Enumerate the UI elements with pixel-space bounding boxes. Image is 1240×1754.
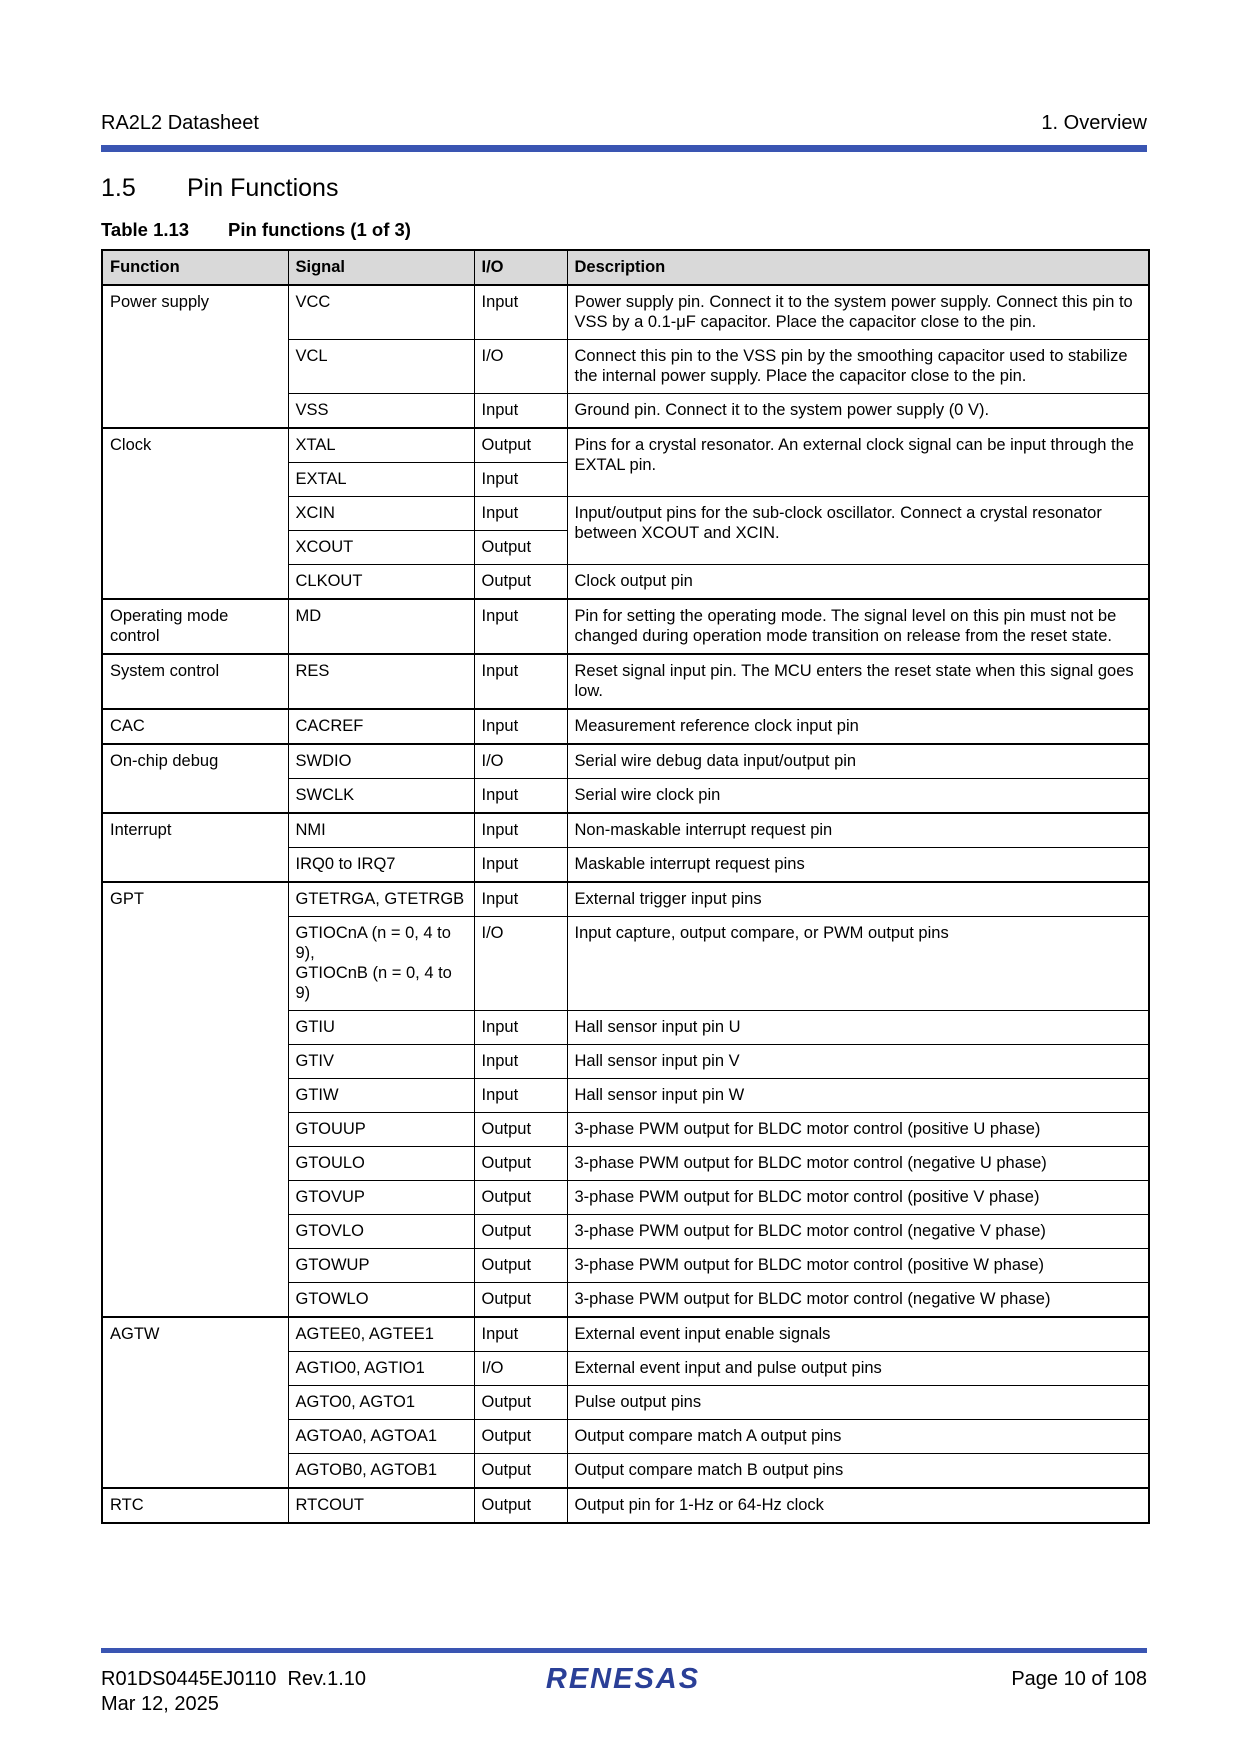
cell-description: Connect this pin to the VSS pin by the smoothing capacitor used to stabilize the internal power supply. Place the capacitor close to the pin. xyxy=(567,340,1149,394)
table-row xyxy=(102,654,1149,709)
cell-signal: CACREF xyxy=(288,709,474,744)
cell-signal: GTOVLO xyxy=(288,1215,474,1249)
cell-signal: MD xyxy=(288,599,474,654)
cell-signal: GTOUUP xyxy=(288,1113,474,1147)
cell-signal: GTOULO xyxy=(288,1147,474,1181)
table-caption-title: Pin functions (1 of 3) xyxy=(228,219,411,240)
cell-io: Input xyxy=(474,599,567,654)
cell-signal: AGTOB0, AGTOB1 xyxy=(288,1454,474,1489)
cell-description: 3-phase PWM output for BLDC motor control (negative V phase) xyxy=(567,1215,1149,1249)
cell-description: Output compare match B output pins xyxy=(567,1454,1149,1489)
cell-signal: AGTOA0, AGTOA1 xyxy=(288,1420,474,1454)
cell-signal: VSS xyxy=(288,394,474,429)
table-row xyxy=(102,1488,1149,1523)
cell-description: Pulse output pins xyxy=(567,1386,1149,1420)
cell-io: Output xyxy=(474,1283,567,1318)
table-row xyxy=(102,599,1149,654)
cell-io: Input xyxy=(474,463,567,497)
cell-signal: GTIV xyxy=(288,1045,474,1079)
cell-io: Output xyxy=(474,1454,567,1489)
cell-io: Input xyxy=(474,848,567,883)
cell-io: Input xyxy=(474,394,567,429)
cell-io: I/O xyxy=(474,1352,567,1386)
cell-function: Operating mode control xyxy=(102,599,288,654)
cell-signal: XCOUT xyxy=(288,531,474,565)
section-title: Pin Functions xyxy=(187,174,339,202)
cell-io: Input xyxy=(474,1079,567,1113)
cell-function: Clock xyxy=(102,428,288,599)
column-header-io: I/O xyxy=(474,250,567,285)
cell-signal: VCL xyxy=(288,340,474,394)
table-row xyxy=(102,744,1149,779)
cell-signal: SWDIO xyxy=(288,744,474,779)
cell-signal: GTETRGA, GTETRGB xyxy=(288,882,474,917)
cell-description: Serial wire debug data input/output pin xyxy=(567,744,1149,779)
cell-signal: SWCLK xyxy=(288,779,474,814)
cell-description: External event input enable signals xyxy=(567,1317,1149,1352)
cell-io: I/O xyxy=(474,917,567,1011)
cell-io: Output xyxy=(474,565,567,600)
cell-io: I/O xyxy=(474,744,567,779)
cell-signal: GTOWUP xyxy=(288,1249,474,1283)
cell-signal: GTOWLO xyxy=(288,1283,474,1318)
cell-signal: GTIOCnA (n = 0, 4 to 9), GTIOCnB (n = 0, 4 to 9) xyxy=(288,917,474,1011)
table-row xyxy=(102,709,1149,744)
cell-signal: GTIW xyxy=(288,1079,474,1113)
footer-revision: Rev.1.10 xyxy=(287,1668,367,1690)
table-caption-number: Table 1.13 xyxy=(101,219,190,240)
table-row xyxy=(102,1317,1149,1352)
cell-description: External event input and pulse output pins xyxy=(567,1352,1149,1386)
cell-io: Input xyxy=(474,1045,567,1079)
cell-signal: GTIU xyxy=(288,1011,474,1045)
cell-function: AGTW xyxy=(102,1317,288,1488)
cell-description: Ground pin. Connect it to the system power supply (0 V). xyxy=(567,394,1149,429)
running-header-title: RA2L2 Datasheet xyxy=(101,112,259,134)
cell-signal: NMI xyxy=(288,813,474,848)
header-rule xyxy=(101,145,1147,152)
cell-description: Input capture, output compare, or PWM output pins xyxy=(567,917,1149,1011)
footer-doc-info xyxy=(101,1667,366,1717)
cell-description: Non-maskable interrupt request pin xyxy=(567,813,1149,848)
running-header-chapter: 1. Overview xyxy=(1041,112,1147,134)
footer-date: Mar 12, 2025 xyxy=(101,1693,219,1715)
section-heading xyxy=(101,173,338,203)
table-row xyxy=(102,813,1149,848)
cell-description: Pin for setting the operating mode. The signal level on this pin must not be changed during operation mode transition on release from the reset state. xyxy=(567,599,1149,654)
section-number: 1.5 xyxy=(101,174,136,202)
renesas-logo-text: RENESAS xyxy=(545,1663,701,1695)
cell-io: Input xyxy=(474,497,567,531)
cell-description: 3-phase PWM output for BLDC motor control (positive V phase) xyxy=(567,1181,1149,1215)
cell-signal: EXTAL xyxy=(288,463,474,497)
cell-signal: RTCOUT xyxy=(288,1488,474,1523)
cell-function: Power supply xyxy=(102,285,288,428)
cell-io: Input xyxy=(474,882,567,917)
cell-signal: GTOVUP xyxy=(288,1181,474,1215)
cell-description: Input/output pins for the sub-clock oscillator. Connect a crystal resonator between XCOUT and XCIN. xyxy=(567,497,1149,565)
cell-description: Hall sensor input pin W xyxy=(567,1079,1149,1113)
cell-io: Output xyxy=(474,1215,567,1249)
cell-io: Output xyxy=(474,1147,567,1181)
cell-description: 3-phase PWM output for BLDC motor control (positive W phase) xyxy=(567,1249,1149,1283)
cell-io: Input xyxy=(474,1317,567,1352)
cell-description: Measurement reference clock input pin xyxy=(567,709,1149,744)
cell-signal: XCIN xyxy=(288,497,474,531)
cell-signal: IRQ0 to IRQ7 xyxy=(288,848,474,883)
column-header-function: Function xyxy=(102,250,288,285)
cell-io: Output xyxy=(474,428,567,463)
footer-doc-number: R01DS0445EJ0110 xyxy=(101,1668,277,1690)
pin-functions-table xyxy=(101,249,1150,1524)
footer-rule xyxy=(101,1648,1147,1653)
cell-description: Output pin for 1-Hz or 64-Hz clock xyxy=(567,1488,1149,1523)
cell-description: Reset signal input pin. The MCU enters the reset state when this signal goes low. xyxy=(567,654,1149,709)
cell-io: Output xyxy=(474,531,567,565)
cell-io: Input xyxy=(474,709,567,744)
cell-io: Input xyxy=(474,813,567,848)
cell-io: Input xyxy=(474,285,567,340)
cell-signal: XTAL xyxy=(288,428,474,463)
cell-description: Power supply pin. Connect it to the system power supply. Connect this pin to VSS by a 0.1-μF capacitor. Place the capacitor close to the pin. xyxy=(567,285,1149,340)
cell-signal: AGTEE0, AGTEE1 xyxy=(288,1317,474,1352)
cell-io: Input xyxy=(474,1011,567,1045)
table-row xyxy=(102,285,1149,340)
table-body xyxy=(102,285,1149,1523)
cell-description: Maskable interrupt request pins xyxy=(567,848,1149,883)
cell-signal: AGTIO0, AGTIO1 xyxy=(288,1352,474,1386)
cell-function: On-chip debug xyxy=(102,744,288,813)
cell-description: Output compare match A output pins xyxy=(567,1420,1149,1454)
cell-description: Hall sensor input pin V xyxy=(567,1045,1149,1079)
cell-signal: CLKOUT xyxy=(288,565,474,600)
cell-io: Output xyxy=(474,1181,567,1215)
table-header-row xyxy=(102,250,1149,285)
table-row xyxy=(102,882,1149,917)
cell-function: System control xyxy=(102,654,288,709)
column-header-description: Description xyxy=(567,250,1149,285)
cell-io: Output xyxy=(474,1386,567,1420)
table-row xyxy=(102,428,1149,463)
footer-page-number: Page 10 of 108 xyxy=(1011,1668,1147,1690)
cell-io: Input xyxy=(474,779,567,814)
cell-description: Hall sensor input pin U xyxy=(567,1011,1149,1045)
cell-function: GPT xyxy=(102,882,288,1317)
cell-description: Clock output pin xyxy=(567,565,1149,600)
cell-signal: RES xyxy=(288,654,474,709)
cell-description: Serial wire clock pin xyxy=(567,779,1149,814)
cell-description: External trigger input pins xyxy=(567,882,1149,917)
cell-function: Interrupt xyxy=(102,813,288,882)
cell-function: RTC xyxy=(102,1488,288,1523)
column-header-signal: Signal xyxy=(288,250,474,285)
cell-description: 3-phase PWM output for BLDC motor control (negative U phase) xyxy=(567,1147,1149,1181)
table-caption xyxy=(101,219,411,241)
cell-io: I/O xyxy=(474,340,567,394)
cell-description: Pins for a crystal resonator. An external clock signal can be input through the EXTAL pin. xyxy=(567,428,1149,497)
cell-io: Output xyxy=(474,1249,567,1283)
cell-io: Input xyxy=(474,654,567,709)
cell-description: 3-phase PWM output for BLDC motor control (negative W phase) xyxy=(567,1283,1149,1318)
cell-signal: AGTO0, AGTO1 xyxy=(288,1386,474,1420)
cell-description: 3-phase PWM output for BLDC motor control (positive U phase) xyxy=(567,1113,1149,1147)
cell-io: Output xyxy=(474,1420,567,1454)
cell-io: Output xyxy=(474,1113,567,1147)
cell-signal: VCC xyxy=(288,285,474,340)
renesas-logo xyxy=(533,1660,713,1696)
cell-io: Output xyxy=(474,1488,567,1523)
cell-function: CAC xyxy=(102,709,288,744)
